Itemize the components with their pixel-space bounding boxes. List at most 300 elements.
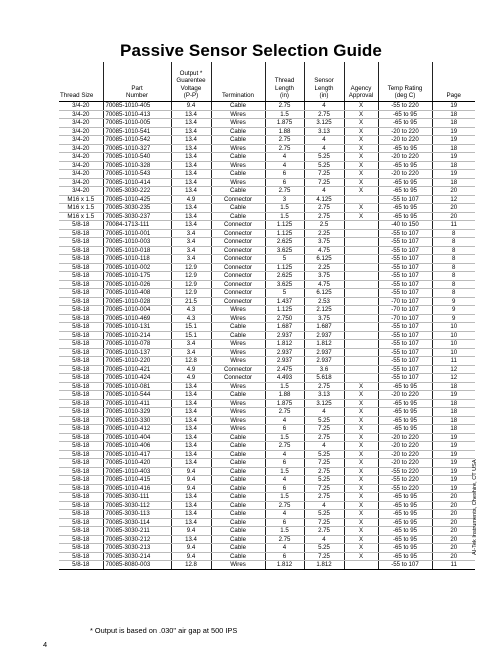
cell-thread-size: 5/8-18 [59,493,103,502]
cell-agency-approval [344,246,378,255]
cell-agency-approval: X [344,212,378,221]
cell-thread-length: 4 [265,544,304,553]
cell-thread-length: 2.75 [265,136,304,145]
cell-part-number: 70085-1010-543 [103,170,171,179]
cell-output-voltage: 13.4 [171,399,211,408]
cell-part-number: 70084-1713-111 [103,221,171,230]
cell-termination: Cable [211,544,265,553]
cell-termination: Wires [211,348,265,357]
cell-agency-approval [344,229,378,238]
cell-thread-length: 1.5 [265,204,304,213]
cell-output-voltage: 13.4 [171,416,211,425]
cell-temp-rating: -20 to 220 [378,459,432,468]
cell-output-voltage: 13.4 [171,442,211,451]
cell-thread-length: 4 [265,450,304,459]
cell-thread-size: 5/8-18 [59,459,103,468]
cell-sensor-length: 7.25 [304,552,344,561]
cell-page: 19 [432,450,475,459]
cell-agency-approval: X [344,450,378,459]
cell-page: 10 [432,331,475,340]
cell-page: 19 [432,127,475,136]
table-row [59,136,475,145]
cell-thread-size: 5/8-18 [59,357,103,366]
table-row [59,195,475,204]
table-row [59,187,475,196]
cell-part-number: 70085-1010-175 [103,272,171,281]
cell-thread-length: 6 [265,170,304,179]
cell-agency-approval: X [344,459,378,468]
col-header-line: Thread [274,77,295,85]
cell-page: 8 [432,280,475,289]
cell-thread-length: 6 [265,459,304,468]
cell-sensor-length: 5.618 [304,374,344,383]
cell-thread-length: 2.75 [265,535,304,544]
cell-sensor-length: 4 [304,535,344,544]
table-row [59,221,475,230]
cell-thread-length: 1.125 [265,229,304,238]
cell-termination: Wires [211,119,265,128]
cell-termination: Connector [211,195,265,204]
cell-page: 20 [432,527,475,536]
table-row [59,348,475,357]
cell-sensor-length: 2.75 [304,527,344,536]
cell-thread-size: M16 x 1.5 [59,195,103,204]
table-row [59,306,475,315]
cell-part-number: 70085-3030-235 [103,204,171,213]
cell-thread-length: 1.875 [265,399,304,408]
table-row [59,544,475,553]
cell-part-number: 70085-1010-411 [103,399,171,408]
cell-agency-approval [344,323,378,332]
cell-agency-approval: X [344,518,378,527]
cell-termination: Connector [211,289,265,298]
cell-part-number: 70085-3030-114 [103,518,171,527]
cell-thread-length: 4 [265,416,304,425]
col-header-line: Part [131,84,143,92]
cell-sensor-length: 5.25 [304,476,344,485]
cell-thread-size: 5/8-18 [59,246,103,255]
cell-part-number: 70085-1010-405 [103,102,171,111]
cell-part-number: 70085-1010-403 [103,467,171,476]
cell-thread-size: 5/8-18 [59,510,103,519]
cell-thread-length: 4 [265,161,304,170]
cell-thread-length: 2.75 [265,102,304,111]
col-header-line: Output * [179,69,203,77]
cell-page: 18 [432,178,475,187]
cell-part-number: 70085-1010-002 [103,263,171,272]
cell-termination: Cable [211,552,265,561]
cell-output-voltage: 13.4 [171,187,211,196]
cell-page: 8 [432,238,475,247]
cell-temp-rating: -55 to 107 [378,195,432,204]
cell-thread-size: 5/8-18 [59,348,103,357]
cell-sensor-length: 3.75 [304,314,344,323]
table-row [59,527,475,536]
cell-page: 9 [432,297,475,306]
table-row [59,204,475,213]
cell-thread-length: 2.750 [265,314,304,323]
cell-output-voltage: 15.1 [171,323,211,332]
cell-part-number: 70085-3030-213 [103,544,171,553]
cell-agency-approval [344,314,378,323]
cell-output-voltage: 4.3 [171,306,211,315]
cell-sensor-length: 3.75 [304,272,344,281]
cell-agency-approval: X [344,119,378,128]
cell-thread-size: 5/8-18 [59,450,103,459]
cell-part-number: 70085-1010-137 [103,348,171,357]
cell-part-number: 70085-1010-425 [103,195,171,204]
cell-temp-rating: -20 to 220 [378,450,432,459]
cell-page: 8 [432,263,475,272]
cell-termination: Cable [211,212,265,221]
table-row [59,408,475,417]
cell-thread-length: 2.75 [265,408,304,417]
cell-thread-length: 2.75 [265,442,304,451]
cell-page: 18 [432,408,475,417]
cell-page: 18 [432,110,475,119]
table-row [59,229,475,238]
cell-sensor-length: 4 [304,442,344,451]
table-row [59,289,475,298]
cell-page: 10 [432,348,475,357]
cell-thread-size: 5/8-18 [59,467,103,476]
cell-temp-rating: -55 to 107 [378,331,432,340]
cell-sensor-length: 2.75 [304,382,344,391]
col-header-output-voltage [171,62,211,102]
cell-temp-rating: -65 to 95 [378,518,432,527]
side-note: AI-Tek Instruments, Cheshire, CT USA [472,459,478,555]
cell-temp-rating: -55 to 107 [378,374,432,383]
cell-thread-length: 2.475 [265,365,304,374]
cell-thread-length: 2.937 [265,357,304,366]
table-row [59,178,475,187]
cell-sensor-length: 2.125 [304,306,344,315]
cell-part-number: 70085-1010-414 [103,178,171,187]
cell-page: 19 [432,442,475,451]
cell-sensor-length: 7.25 [304,178,344,187]
cell-agency-approval: X [344,425,378,434]
cell-thread-length: 1.5 [265,382,304,391]
cell-page: 9 [432,314,475,323]
cell-sensor-length: 6.125 [304,289,344,298]
cell-part-number: 70085-1010-544 [103,391,171,400]
cell-thread-length: 1.5 [265,110,304,119]
cell-output-voltage: 3.4 [171,255,211,264]
cell-thread-size: 5/8-18 [59,340,103,349]
cell-part-number: 70085-1010-214 [103,331,171,340]
cell-part-number: 70085-1010-541 [103,127,171,136]
cell-temp-rating: -70 to 107 [378,306,432,315]
cell-output-voltage: 12.9 [171,272,211,281]
cell-termination: Wires [211,416,265,425]
cell-part-number: 70085-1010-420 [103,459,171,468]
table-row [59,161,475,170]
cell-output-voltage: 13.4 [171,144,211,153]
cell-thread-length: 1.687 [265,323,304,332]
cell-agency-approval: X [344,416,378,425]
cell-page: 19 [432,153,475,162]
cell-page: 20 [432,510,475,519]
cell-temp-rating: -65 to 95 [378,382,432,391]
cell-termination: Connector [211,246,265,255]
col-header-page [432,62,475,102]
cell-sensor-length: 2.75 [304,467,344,476]
col-header-line: Thread Size [60,92,94,100]
page-title: Passive Sensor Selection Guide [120,41,382,60]
cell-agency-approval: X [344,187,378,196]
cell-agency-approval [344,272,378,281]
cell-termination: Cable [211,442,265,451]
selection-table [59,62,475,570]
cell-thread-length: 6 [265,425,304,434]
cell-output-voltage: 13.4 [171,170,211,179]
cell-agency-approval [344,365,378,374]
cell-termination: Wires [211,110,265,119]
cell-agency-approval: X [344,544,378,553]
cell-termination: Cable [211,136,265,145]
cell-sensor-length: 4.125 [304,195,344,204]
table-row [59,391,475,400]
cell-agency-approval [344,331,378,340]
cell-agency-approval [344,255,378,264]
cell-termination: Connector [211,374,265,383]
cell-thread-size: 5/8-18 [59,399,103,408]
table-row [59,399,475,408]
cell-termination: Wires [211,314,265,323]
cell-sensor-length: 3.125 [304,399,344,408]
cell-thread-length: 1.125 [265,221,304,230]
cell-agency-approval: X [344,399,378,408]
cell-termination: Connector [211,255,265,264]
cell-page: 18 [432,144,475,153]
cell-part-number: 70085-1010-424 [103,374,171,383]
cell-sensor-length: 3.13 [304,391,344,400]
cell-temp-rating: -55 to 220 [378,102,432,111]
cell-thread-size: 3/4-20 [59,153,103,162]
cell-output-voltage: 13.4 [171,119,211,128]
cell-temp-rating: -55 to 107 [378,263,432,272]
col-header-thread-length [265,62,304,102]
cell-agency-approval [344,357,378,366]
cell-sensor-length: 1.687 [304,323,344,332]
cell-thread-length: 3.625 [265,246,304,255]
cell-output-voltage: 13.4 [171,408,211,417]
cell-temp-rating: -65 to 95 [378,552,432,561]
cell-termination: Wires [211,408,265,417]
cell-temp-rating: -55 to 107 [378,357,432,366]
cell-sensor-length: 3.125 [304,119,344,128]
col-header-line: Length [275,84,294,92]
cell-part-number: 70085-1010-220 [103,357,171,366]
cell-thread-size: 5/8-18 [59,306,103,315]
table-row [59,484,475,493]
cell-agency-approval [344,306,378,315]
cell-thread-size: 5/8-18 [59,535,103,544]
cell-temp-rating: -65 to 95 [378,535,432,544]
cell-temp-rating: -20 to 220 [378,442,432,451]
cell-agency-approval: X [344,136,378,145]
cell-thread-length: 1.812 [265,340,304,349]
cell-temp-rating: -55 to 107 [378,340,432,349]
cell-page: 8 [432,289,475,298]
cell-part-number: 70085-1010-018 [103,246,171,255]
cell-termination: Connector [211,263,265,272]
col-header-line: Number [125,92,148,100]
table-row [59,170,475,179]
cell-termination: Cable [211,467,265,476]
col-header-temp-rating [378,62,432,102]
cell-sensor-length: 3.6 [304,365,344,374]
col-header-line: Termination [222,92,254,100]
cell-temp-rating: -65 to 95 [378,187,432,196]
cell-agency-approval: X [344,493,378,502]
cell-agency-approval [344,297,378,306]
col-header-line: Agency [350,84,372,92]
cell-thread-length: 1.125 [265,263,304,272]
table-row [59,272,475,281]
cell-output-voltage: 13.4 [171,493,211,502]
cell-part-number: 70085-1010-421 [103,365,171,374]
cell-sensor-length: 4 [304,187,344,196]
cell-part-number: 70085-1010-118 [103,255,171,264]
cell-output-voltage: 3.4 [171,246,211,255]
cell-output-voltage: 3.4 [171,229,211,238]
cell-termination: Cable [211,450,265,459]
cell-temp-rating: -55 to 220 [378,484,432,493]
cell-sensor-length: 2.53 [304,297,344,306]
table-row [59,450,475,459]
cell-agency-approval [344,340,378,349]
cell-termination: Wires [211,306,265,315]
cell-sensor-length: 5.25 [304,510,344,519]
cell-output-voltage: 4.9 [171,365,211,374]
cell-sensor-length: 5.25 [304,450,344,459]
cell-termination: Cable [211,535,265,544]
cell-part-number: 70085-1010-026 [103,280,171,289]
cell-thread-length: 2.937 [265,348,304,357]
cell-thread-size: 5/8-18 [59,408,103,417]
cell-output-voltage: 13.4 [171,204,211,213]
cell-page: 10 [432,323,475,332]
cell-thread-length: 1.5 [265,527,304,536]
cell-part-number: 70085-3030-214 [103,552,171,561]
cell-thread-size: 3/4-20 [59,127,103,136]
cell-thread-length: 2.75 [265,501,304,510]
cell-temp-rating: -65 to 95 [378,399,432,408]
cell-thread-size: 3/4-20 [59,136,103,145]
cell-part-number: 70085-1010-413 [103,110,171,119]
table-body [59,102,475,570]
cell-thread-size: 5/8-18 [59,297,103,306]
table-row [59,510,475,519]
table-row [59,561,475,570]
cell-termination: Cable [211,518,265,527]
table-row [59,552,475,561]
cell-output-voltage: 13.4 [171,459,211,468]
table-row [59,476,475,485]
cell-thread-length: 2.75 [265,187,304,196]
cell-page: 20 [432,518,475,527]
cell-termination: Connector [211,297,265,306]
cell-temp-rating: -65 to 95 [378,204,432,213]
cell-page: 18 [432,382,475,391]
cell-page: 19 [432,433,475,442]
cell-part-number: 70085-1010-330 [103,416,171,425]
cell-temp-rating: -20 to 220 [378,391,432,400]
cell-termination: Cable [211,484,265,493]
cell-temp-rating: -55 to 107 [378,229,432,238]
table-row [59,442,475,451]
cell-thread-size: 5/8-18 [59,280,103,289]
cell-thread-size: 5/8-18 [59,476,103,485]
cell-agency-approval: X [344,144,378,153]
cell-agency-approval: X [344,484,378,493]
cell-thread-size: 5/8-18 [59,374,103,383]
cell-temp-rating: -55 to 107 [378,289,432,298]
table-row [59,331,475,340]
col-header-termination [211,62,265,102]
cell-temp-rating: -65 to 95 [378,416,432,425]
cell-agency-approval: X [344,552,378,561]
cell-output-voltage: 12.9 [171,263,211,272]
cell-temp-rating: -65 to 95 [378,425,432,434]
cell-temp-rating: -70 to 107 [378,297,432,306]
cell-page: 19 [432,467,475,476]
cell-thread-size: 5/8-18 [59,433,103,442]
cell-page: 18 [432,119,475,128]
cell-thread-size: 5/8-18 [59,391,103,400]
cell-part-number: 70085-1010-469 [103,314,171,323]
cell-thread-length: 6 [265,552,304,561]
cell-thread-length: 3 [265,195,304,204]
cell-output-voltage: 13.4 [171,510,211,519]
cell-thread-length: 1.5 [265,493,304,502]
cell-thread-size: 5/8-18 [59,544,103,553]
cell-temp-rating: -40 to 150 [378,221,432,230]
cell-agency-approval [344,280,378,289]
cell-thread-size: 3/4-20 [59,110,103,119]
cell-thread-size: 3/4-20 [59,170,103,179]
cell-termination: Cable [211,476,265,485]
cell-sensor-length: 4 [304,102,344,111]
cell-temp-rating: -65 to 95 [378,408,432,417]
cell-sensor-length: 2.75 [304,493,344,502]
table-row [59,144,475,153]
cell-thread-size: 3/4-20 [59,144,103,153]
cell-thread-size: 5/8-18 [59,289,103,298]
cell-agency-approval: X [344,476,378,485]
cell-temp-rating: -55 to 107 [378,561,432,570]
cell-thread-length: 1.437 [265,297,304,306]
cell-thread-size: 5/8-18 [59,323,103,332]
cell-termination: Wires [211,357,265,366]
cell-temp-rating: -20 to 220 [378,170,432,179]
col-header-line: (deg C) [394,92,416,100]
cell-agency-approval: X [344,161,378,170]
cell-sensor-length: 2.5 [304,221,344,230]
cell-page: 20 [432,544,475,553]
table-row [59,238,475,247]
cell-part-number: 70085-1010-415 [103,476,171,485]
cell-part-number: 70085-1010-416 [103,484,171,493]
cell-termination: Cable [211,391,265,400]
cell-output-voltage: 13.4 [171,433,211,442]
cell-output-voltage: 4.9 [171,195,211,204]
cell-part-number: 70085-1010-406 [103,442,171,451]
cell-thread-size: 5/8-18 [59,561,103,570]
cell-termination: Cable [211,204,265,213]
cell-temp-rating: -20 to 220 [378,127,432,136]
